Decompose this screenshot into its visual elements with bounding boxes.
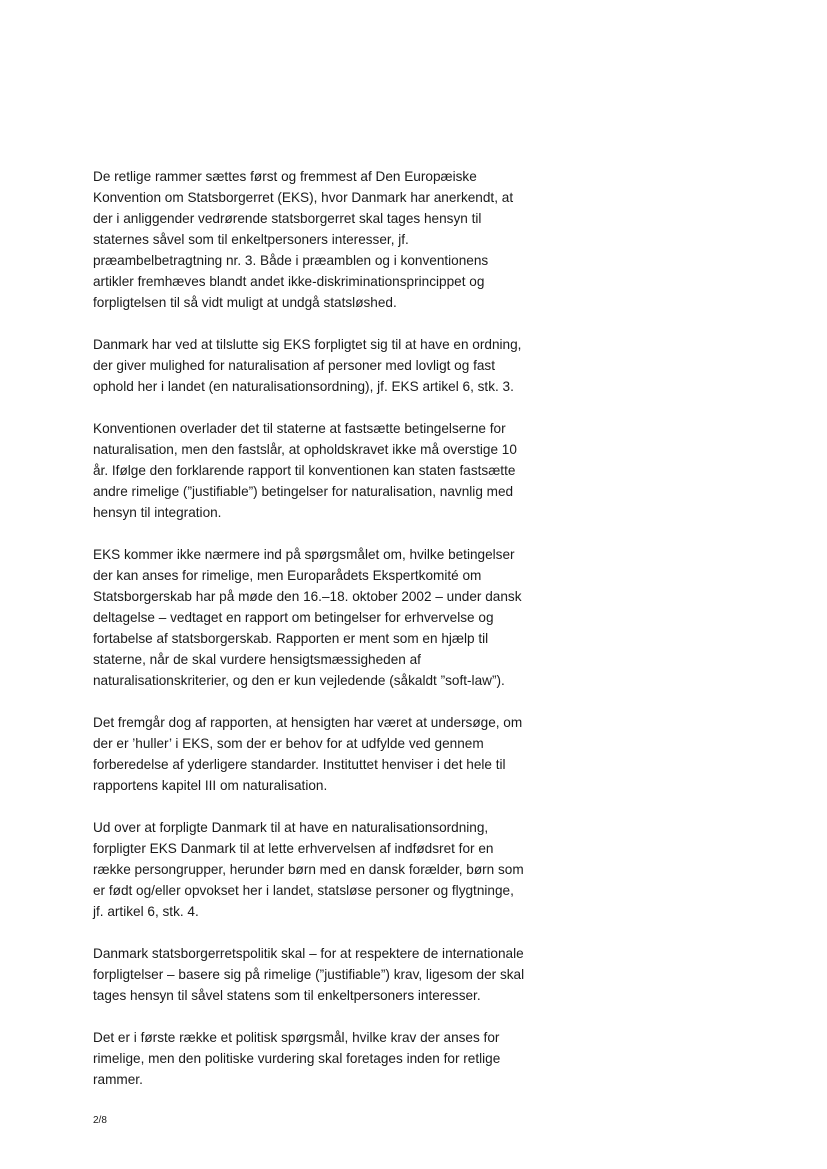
text-line: staternes såvel som til enkeltpersoners interesser, jf.: [93, 232, 409, 247]
text-line: forpligtelser – basere sig på rimelige (”justifiable”) krav, ligesom der skal: [93, 967, 525, 982]
text-line: hensyn til integration.: [93, 505, 222, 520]
text-line: naturalisation, men den fastslår, at opholdskravet ikke må overstige 10: [93, 442, 517, 457]
text-line: Det er i første række et politisk spørgsmål, hvilke krav der anses for: [93, 1030, 500, 1045]
paragraph: [93, 418, 598, 523]
text-line: fortabelse af statsborgerskab. Rapporten er ment som en hjælp til: [93, 631, 489, 646]
text-line: år. Ifølge den forklarende rapport til konventionen kan staten fastsætte: [93, 463, 516, 478]
text-line: naturalisationskriterier, og den er kun vejledende (såkaldt ”soft-law”).: [93, 673, 505, 688]
text-line: forpligtelsen til så vidt muligt at undgå statsløshed.: [93, 295, 397, 310]
text-line: præambelbetragtning nr. 3. Både i præamblen og i konventionens: [93, 253, 489, 268]
paragraph: [93, 712, 598, 796]
text-line: rammer.: [93, 1072, 143, 1087]
paragraph: [93, 544, 598, 691]
text-line: er født og/eller opvokset her i landet, statsløse personer og flygtninge,: [93, 883, 514, 898]
document-body: [93, 166, 598, 1111]
text-line: De retlige rammer sættes først og fremmest af Den Europæiske: [93, 169, 477, 184]
paragraph: [93, 166, 598, 313]
text-line: der i anliggender vedrørende statsborgerret skal tages hensyn til: [93, 211, 482, 226]
text-line: Ud over at forpligte Danmark til at have en naturalisationsordning,: [93, 820, 489, 835]
text-line: EKS kommer ikke nærmere ind på spørgsmålet om, hvilke betingelser: [93, 547, 515, 562]
text-line: Danmark har ved at tilslutte sig EKS forpligtet sig til at have en ordning,: [93, 337, 522, 352]
text-line: ophold her i landet (en naturalisationsordning), jf. EKS artikel 6, stk. 3.: [93, 379, 514, 394]
text-line: forpligter EKS Danmark til at lette erhvervelsen af indfødsret for en: [93, 841, 494, 856]
text-line: andre rimelige (”justifiable”) betingelser for naturalisation, navnlig med: [93, 484, 514, 499]
text-line: artikler fremhæves blandt andet ikke-diskriminationsprincippet og: [93, 274, 485, 289]
text-line: Konventionen overlader det til staterne at fastsætte betingelserne for: [93, 421, 506, 436]
text-line: deltagelse – vedtaget en rapport om betingelser for erhvervelse og: [93, 610, 494, 625]
paragraph: [93, 334, 598, 397]
text-line: forberedelse af yderligere standarder. Instituttet henviser i det hele til: [93, 757, 506, 772]
text-line: der er ’huller’ i EKS, som der er behov for at udfylde ved gennem: [93, 736, 484, 751]
text-line: der giver mulighed for naturalisation af personer med lovligt og fast: [93, 358, 495, 373]
text-line: rapportens kapitel III om naturalisation.: [93, 778, 328, 793]
paragraph: [93, 1027, 598, 1090]
text-line: der kan anses for rimelige, men Europarådets Ekspertkomité om: [93, 568, 482, 583]
page-number: 2/8: [93, 1115, 107, 1126]
text-line: Konvention om Statsborgerret (EKS), hvor Danmark har anerkendt, at: [93, 190, 514, 205]
paragraph: [93, 943, 598, 1006]
text-line: jf. artikel 6, stk. 4.: [93, 904, 199, 919]
paragraph: [93, 817, 598, 922]
text-line: Statsborgerskab har på møde den 16.–18. oktober 2002 – under dansk: [93, 589, 522, 604]
text-line: Danmark statsborgerretspolitik skal – for at respektere de internationale: [93, 946, 524, 961]
text-line: Det fremgår dog af rapporten, at hensigten har været at undersøge, om: [93, 715, 523, 730]
text-line: rimelige, men den politiske vurdering skal foretages inden for retlige: [93, 1051, 501, 1066]
text-line: staterne, når de skal vurdere hensigtsmæssigheden af: [93, 652, 421, 667]
text-line: række persongrupper, herunder børn med en dansk forælder, børn som: [93, 862, 524, 877]
text-line: tages hensyn til såvel statens som til enkeltpersoners interesser.: [93, 988, 481, 1003]
